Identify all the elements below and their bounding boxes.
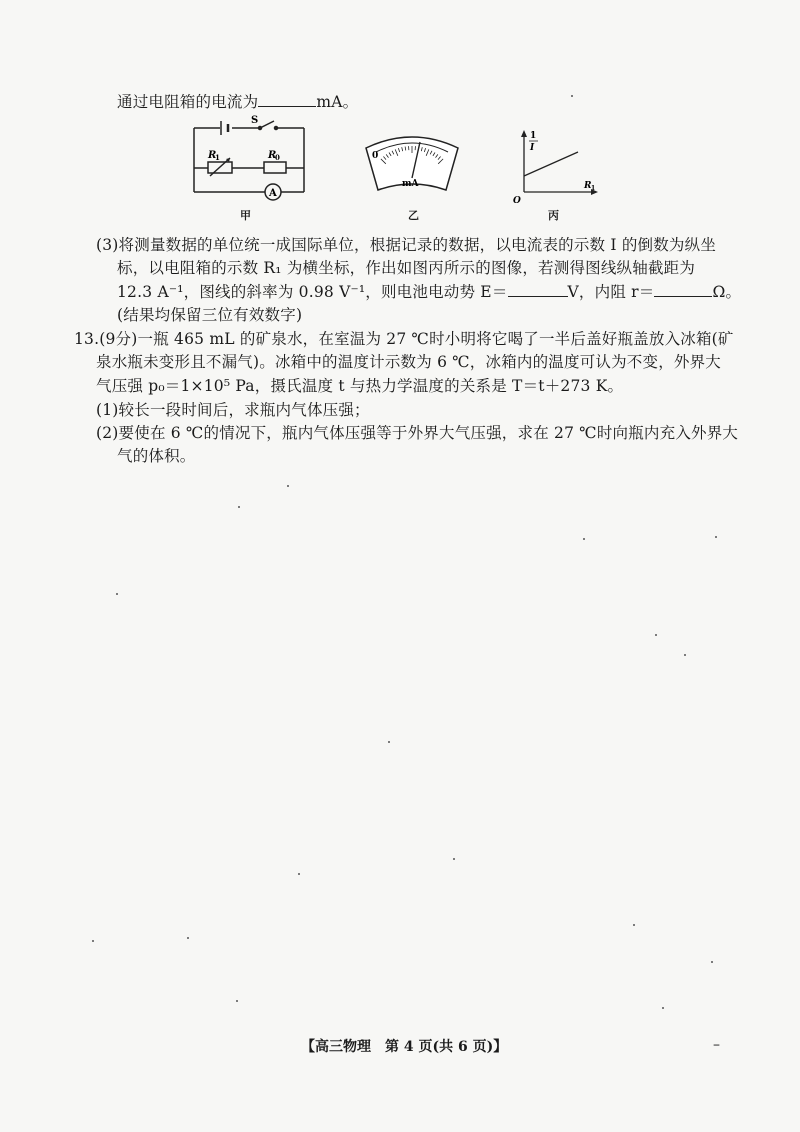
answer-blank-current[interactable]	[258, 92, 316, 107]
ammeter-label: A	[269, 188, 277, 199]
switch-label: S	[251, 115, 259, 126]
figure-bing-graph	[510, 126, 600, 208]
figure-jia-circuit	[180, 112, 315, 207]
scan-speck	[711, 961, 713, 963]
scan-speck	[453, 858, 455, 860]
r0-subscript: 0	[275, 153, 280, 162]
scan-speck	[633, 924, 635, 926]
scan-speck	[662, 1007, 664, 1009]
q3-line-3-text: 12.3 A⁻¹，图线的斜率为 0.98 V⁻¹，则电池电动势 E＝	[117, 283, 508, 301]
q13-sub-2-line-1: (2)要使在 6 ℃的情况下，瓶内气体压强等于外界大气压强，求在 27 ℃时向瓶内充入外界大	[96, 424, 739, 442]
answer-blank-emf[interactable]	[508, 282, 568, 297]
dial-unit: mA	[402, 179, 419, 189]
scan-speck	[655, 634, 657, 636]
r1-label: R	[208, 150, 217, 161]
figure-yi-milliammeter	[362, 130, 462, 200]
footer-mark: –	[713, 1037, 720, 1053]
scan-speck	[684, 654, 686, 656]
q3-line-3-unit: Ω。	[712, 283, 742, 301]
scan-speck	[287, 485, 289, 487]
r1-subscript: 1	[215, 153, 220, 162]
q3-line-3-mid: V，内阻 r＝	[567, 283, 655, 301]
q13-line-3: 气压强 p₀＝1×10⁵ Pa，摄氏温度 t 与热力学温度的关系是 T＝t＋273 K。	[96, 377, 624, 395]
scan-speck	[715, 536, 717, 538]
x-label: R	[584, 181, 592, 191]
q2-tail-text: 通过电阻箱的电流为	[117, 93, 259, 111]
q13-sub-1: (1)较长一段时间后，求瓶内气体压强；	[96, 401, 370, 419]
scan-speck	[187, 937, 189, 939]
scan-speck	[298, 873, 300, 875]
answer-blank-resistance[interactable]	[654, 282, 712, 297]
page-footer: 【高三物理 第 4 页(共 6 页)】	[301, 1039, 508, 1055]
caption-bing: 丙	[548, 209, 559, 222]
scan-speck	[92, 940, 94, 942]
q2-tail-unit: mA。	[316, 93, 359, 111]
scan-speck	[238, 506, 240, 508]
y-label-numerator: 1	[530, 131, 537, 141]
q3-line-3	[117, 280, 741, 302]
origin-label: O	[513, 196, 521, 206]
dial-zero: 0	[372, 151, 379, 161]
q3-line-4: (结果均保留三位有效数字)	[117, 306, 303, 324]
scan-speck	[571, 95, 573, 97]
scan-speck	[388, 741, 390, 743]
q3-line-1: (3)将测量数据的单位统一成国际单位，根据记录的数据，以电流表的示数 I 的倒数为纵坐	[96, 236, 717, 254]
caption-yi: 乙	[408, 209, 419, 222]
switch-blade	[260, 121, 274, 128]
q13-sub-2-line-2: 气的体积。	[117, 447, 196, 465]
scan-speck	[236, 1000, 238, 1002]
x-label-subscript: 1	[591, 185, 596, 192]
graph-line	[524, 152, 578, 176]
r0-label: R	[268, 150, 277, 161]
scan-speck	[116, 593, 118, 595]
q2-tail-line	[117, 90, 358, 112]
q13-line-1: 13.(9分)一瓶 465 mL 的矿泉水，在室温为 27 ℃时小明将它喝了一半后盖好瓶盖放入冰箱(矿	[74, 330, 734, 348]
scan-speck	[583, 538, 585, 540]
q3-line-2: 标，以电阻箱的示数 R₁ 为横坐标，作出如图丙所示的图像，若测得图线纵轴截距为	[117, 259, 696, 277]
resistor-r0	[264, 162, 286, 173]
y-label-denominator: I	[530, 143, 535, 153]
q13-line-2: 泉水瓶未变形且不漏气)。冰箱中的温度计示数为 6 ℃，冰箱内的温度可认为不变，外界大	[96, 353, 722, 371]
caption-jia: 甲	[240, 209, 251, 222]
